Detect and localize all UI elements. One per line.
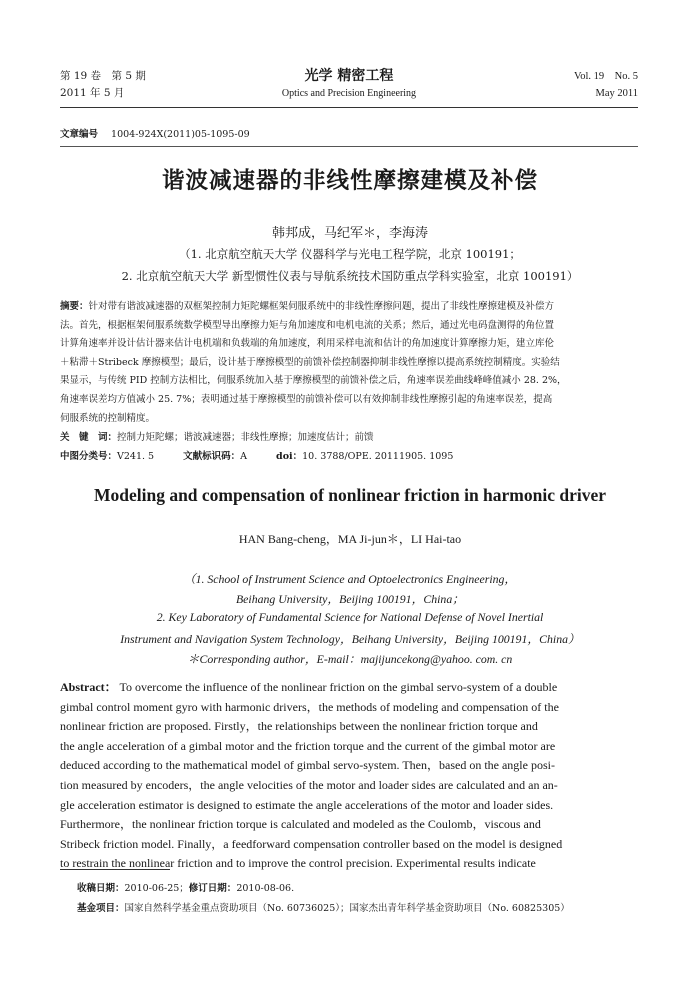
- running-header: [60, 68, 638, 108]
- date-cn: 2011 年 5 月: [60, 87, 125, 99]
- header-rule: [60, 107, 638, 108]
- abstract-cn-line: 计算角速率并设计估计器来估计电机端和负载端的角加速度，利用采样电流和估计的角加速度计算摩擦力矩，建立库伦: [60, 338, 555, 350]
- abstract-cn: [60, 298, 638, 428]
- article-number: [60, 126, 250, 140]
- affiliation-en-2: Beihang University，Beijing 100191，China；: [235, 592, 465, 606]
- abstract-en-line: tion measured by encoders，the angle velocities of the motor and loader sides are calculated and an an-: [60, 777, 558, 792]
- article-number-value: 1004-924X(2011)05-1095-09: [111, 129, 250, 140]
- footnote-rule: [60, 869, 170, 870]
- keywords-cn-value: 控制力矩陀螺；谐波减速器；非线性摩擦；加速度估计；前馈: [117, 432, 374, 443]
- affiliation-en-4: Instrument and Navigation System Technology，Beihang University，Beijing 100191，China）: [120, 632, 580, 646]
- affiliation-en-1: （1. School of Instrument Science and Optoelectronics Engineering，: [183, 572, 517, 586]
- abstract-cn-line: 法。首先，根据框架伺服系统数学模型导出摩擦力矩与角加速度和电机电流的关系；然后，通过光电码盘测得的角位置: [60, 319, 555, 331]
- doc-code-value: A: [240, 451, 248, 462]
- date-en: May 2011: [595, 88, 638, 99]
- journal-name-cn: 光学 精密工程: [304, 68, 394, 84]
- abstract-en-line: Abstract： To overcome the influence of the nonlinear friction on the gimbal servo-system of a double: [60, 680, 558, 694]
- title-cn: 谐波减速器的非线性摩擦建模及补偿: [161, 168, 538, 194]
- abstract-en-line: to restrain the nonlinear friction and to improve the control precision. Experimental results indicate: [60, 856, 536, 871]
- fund-value: 国家自然科学基金重点资助项目（No. 60736025）；国家杰出青年科学基金资助项目（No. 60825305）: [124, 903, 570, 914]
- keywords-cn-label: 关 键 词：: [60, 432, 118, 443]
- fund-label: 基金项目：: [77, 903, 125, 914]
- affiliation-cn-1: （1. 北京航空航天大学 仪器科学与光电工程学院，北京 100191；: [179, 247, 521, 261]
- affiliation-en-3: 2. Key Laboratory of Fundamental Science for National Defense of Novel Inertial: [156, 610, 544, 624]
- abstract-cn-line: 果显示，与传统 PID 控制方法相比，伺服系统加入基于摩擦模型的前馈补偿之后，角速率误差曲线峰峰值减小 28. 2%，: [60, 375, 567, 387]
- revised-label: 修订日期：: [188, 883, 237, 894]
- abstract-en-line: the angle acceleration of a gimbal motor and the friction torque and the current of the gimbal motor are: [60, 738, 556, 753]
- clc-label: 中图分类号：: [60, 451, 118, 462]
- abstract-en-line: deduced according to the mathematical model of gimbal servo-system. Then，based on the angle posi-: [60, 758, 555, 773]
- abstract-cn-line: 角速率误差均方值减小 25. 7%；表明通过基于摩擦模型的前馈补偿可以有效抑制非线性摩擦引起的角速率误差，提高: [60, 393, 553, 405]
- revised-value: 2010-08-06.: [236, 883, 295, 894]
- abstract-en-line: nonlinear friction are proposed. Firstly，the relationships between the nonlinear friction torque and: [60, 719, 538, 734]
- doc-code-label: 文献标识码：: [183, 451, 241, 462]
- article-number-label: 文章编号: [60, 129, 99, 140]
- fund-info: [77, 900, 570, 914]
- clc-value: V241. 5: [117, 451, 155, 462]
- abstract-cn-label: 摘要：: [60, 301, 89, 312]
- abstract-en-line: gle acceleration estimator is designed to estimate the angle accelerations of the motor and loader sides.: [60, 797, 554, 812]
- abstract-en-line: Stribeck friction model. Finally，a feedforward compensation controller based on the model is designed: [60, 836, 563, 851]
- doi-value: 10. 3788/OPE. 20111905. 1095: [302, 451, 454, 462]
- abstract-cn-line: 伺服系统的控制精度。: [60, 412, 156, 424]
- header-right: [574, 68, 638, 102]
- abstract-en: [60, 678, 638, 874]
- abstract-en-line: gimbal control moment gyro with harmonic drivers，the methods of modeling and compensation of the: [60, 699, 559, 714]
- header-center: [60, 68, 638, 102]
- authors-cn: 韩邦成，马纪军＊，李海涛: [271, 226, 428, 241]
- keywords-cn: [60, 429, 374, 443]
- received-value: 2010-06-25；: [124, 883, 189, 894]
- abstract-cn-line: 摘要：针对带有谐波减速器的双框架控制力矩陀螺框架伺服系统中的非线性摩擦问题，提出了非线性摩擦建模及补偿方: [60, 301, 555, 312]
- received-dates: [77, 880, 294, 894]
- abstract-en-label: Abstract：: [60, 680, 117, 694]
- volume-issue-en: Vol. 19 No. 5: [574, 71, 638, 82]
- volume-issue-cn: 第 19 卷 第 5 期: [60, 70, 146, 82]
- received-label: 收稿日期：: [77, 883, 125, 894]
- affiliation-cn-2: 2. 北京航空航天大学 新型惯性仪表与导航系统技术国防重点学科实验室，北京 100191）: [121, 269, 579, 283]
- authors-en: HAN Bang-cheng，MA Ji-jun＊，LI Hai-tao: [238, 532, 462, 546]
- abstract-en-line: Furthermore，the nonlinear friction torque is calculated and modeled as the Coulomb，viscous and: [60, 817, 541, 832]
- corresponding-author: ＊Corresponding author，E-mail：majijuncekong@yahoo. com. cn: [187, 652, 513, 666]
- article-rule: [60, 146, 638, 147]
- title-en: Modeling and compensation of nonlinear friction in harmonic driver: [93, 485, 607, 505]
- doi-label: doi：: [276, 451, 303, 462]
- classification-line: [60, 448, 453, 462]
- abstract-cn-line: ＋粘滞＋Stribeck 摩擦模型；最后，设计基于摩擦模型的前馈补偿控制器抑制非线性摩擦以提高系统控制精度。实验结: [60, 356, 560, 368]
- journal-name-en: Optics and Precision Engineering: [281, 88, 417, 99]
